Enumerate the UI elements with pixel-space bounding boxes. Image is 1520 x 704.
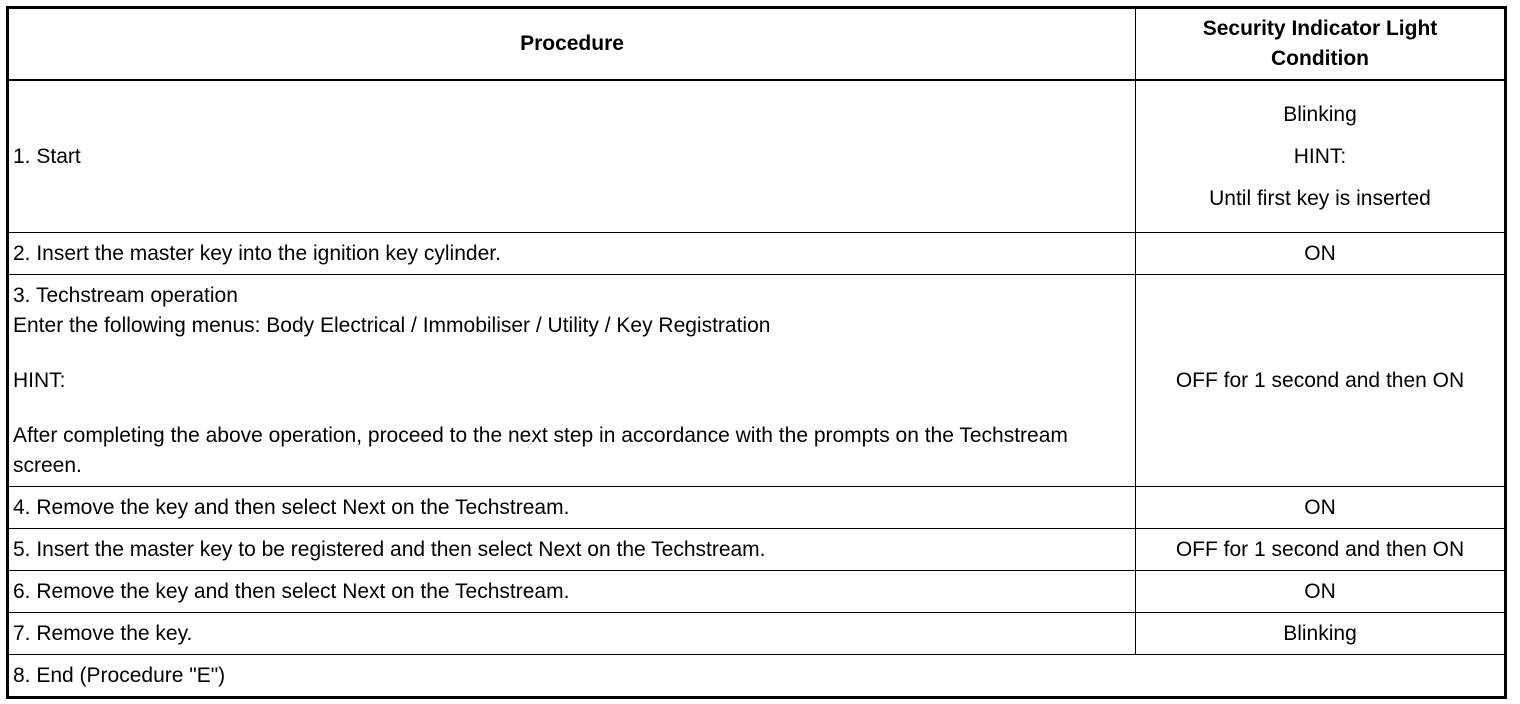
condition-hint-label: HINT: (1293, 144, 1347, 168)
procedure-menu-path: Enter the following menus: Body Electrical / Immobiliser / Utility / Key Registration (13, 313, 771, 337)
condition-cell: ON (1136, 487, 1506, 529)
table-row (8, 275, 1506, 487)
table-row (8, 487, 1506, 529)
table-row (8, 613, 1506, 655)
table-row (8, 529, 1506, 571)
condition-cell: Blinking (1136, 613, 1506, 655)
procedure-cell: 5. Insert the master key to be registered and then select Next on the Techstream. (8, 529, 1136, 571)
procedure-cell-end: 8. End (Procedure "E") (8, 655, 1506, 698)
header-procedure: Procedure (8, 8, 1136, 81)
table-row (8, 571, 1506, 613)
condition-line: Blinking (1283, 102, 1357, 126)
condition-hint-text: Until first key is inserted (1209, 186, 1431, 210)
header-row (8, 8, 1506, 81)
table-row (8, 233, 1506, 275)
condition-cell: OFF for 1 second and then ON (1136, 529, 1506, 571)
header-condition (1136, 8, 1506, 81)
header-condition-line-2: Condition (1271, 47, 1369, 70)
table-row (8, 655, 1506, 698)
procedure-hint-label: HINT: (13, 368, 66, 392)
procedure-cell: 2. Insert the master key into the ignition key cylinder. (8, 233, 1136, 275)
procedure-cell: 6. Remove the key and then select Next on the Techstream. (8, 571, 1136, 613)
procedure-cell: 7. Remove the key. (8, 613, 1136, 655)
procedure-cell: 4. Remove the key and then select Next on the Techstream. (8, 487, 1136, 529)
header-condition-line-1: Security Indicator Light (1202, 17, 1438, 40)
procedure-cell: 1. Start (8, 80, 1136, 233)
condition-cell: OFF for 1 second and then ON (1136, 275, 1506, 487)
procedure-cell (8, 275, 1136, 487)
procedure-hint-text: After completing the above operation, proceed to the next step in accordance with the prompts on the Techstream screen. (13, 423, 1068, 477)
key-registration-procedure-table (6, 6, 1507, 699)
condition-cell: ON (1136, 233, 1506, 275)
condition-cell: ON (1136, 571, 1506, 613)
table-row (8, 80, 1506, 233)
condition-cell (1136, 80, 1506, 233)
procedure-step-title: 3. Techstream operation (13, 283, 238, 307)
